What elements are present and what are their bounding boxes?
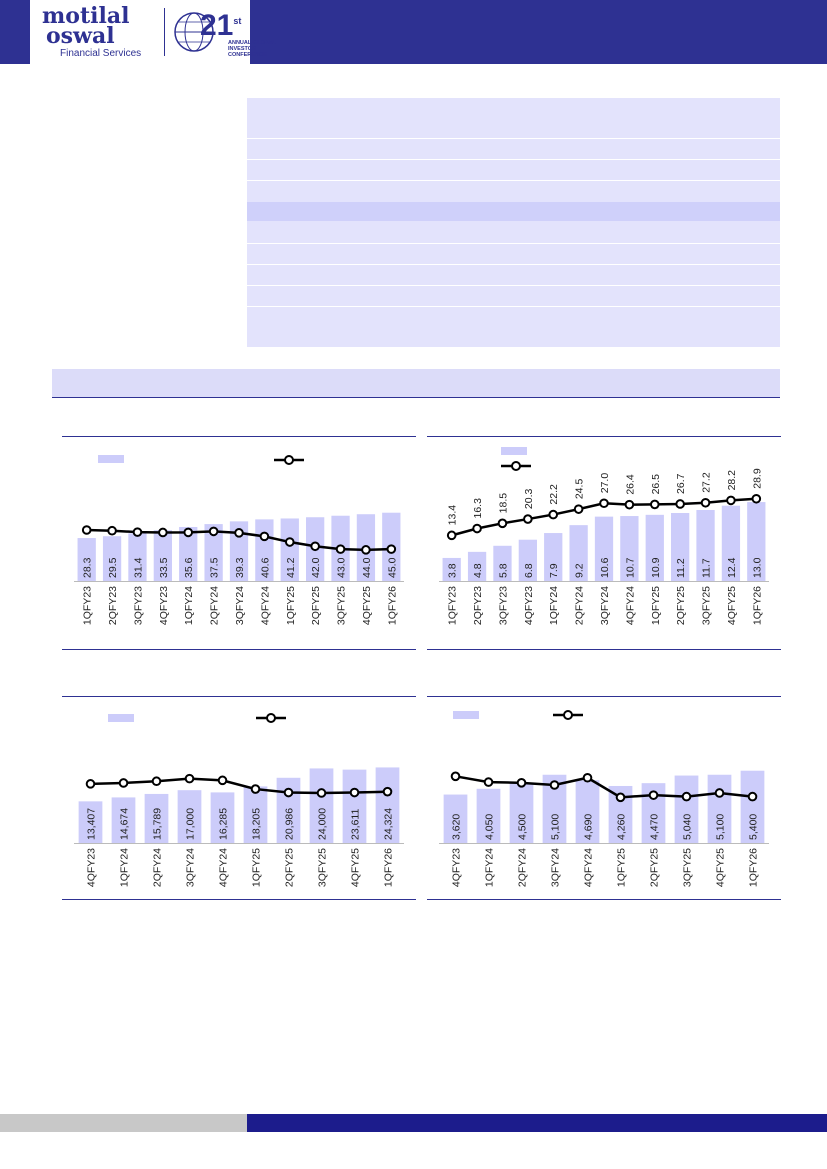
line-point	[524, 515, 532, 523]
x-tick-label: 3QFY25	[681, 848, 694, 888]
bar-value-label: 5,400	[747, 813, 760, 840]
x-tick-label: 2QFY24	[151, 848, 164, 888]
table-row-highlight	[247, 202, 780, 221]
chart-3	[62, 696, 416, 900]
x-tick-label: 4QFY24	[259, 586, 272, 626]
bar-value-label: 4,260	[615, 813, 628, 840]
x-tick-label: 3QFY25	[335, 586, 348, 626]
x-tick-label: 3QFY25	[316, 848, 329, 888]
x-tick-label: 2QFY23	[472, 586, 485, 626]
line-value-label: 16.3	[472, 498, 485, 519]
line-point	[210, 528, 218, 536]
chart-2	[427, 436, 781, 650]
x-tick-label: 2QFY25	[675, 586, 688, 626]
line-point	[219, 777, 227, 785]
brand-subtitle: Financial Services	[60, 48, 142, 59]
line-point	[485, 778, 493, 786]
bar-value-label: 12.4	[725, 557, 738, 578]
bar-value-label: 39.3	[234, 557, 246, 578]
bar-value-label: 11.7	[700, 558, 713, 578]
footer-bar-grey	[0, 1114, 247, 1132]
bar-value-label: 10.6	[599, 557, 611, 578]
x-tick-label: 3QFY23	[497, 586, 510, 626]
line-value-label: 24.5	[573, 478, 586, 500]
x-tick-label: 4QFY24	[624, 586, 637, 626]
bar-value-label: 10.9	[649, 557, 662, 578]
x-tick-label: 4QFY23	[450, 848, 463, 888]
x-tick-label: 1QFY26	[386, 586, 399, 626]
bar-value-label: 44.0	[360, 557, 373, 578]
chart-1	[62, 436, 416, 650]
line-point	[600, 499, 608, 507]
brand-line-2: oswal	[46, 23, 115, 49]
line-point	[184, 529, 192, 537]
line-value-label: 28.9	[751, 468, 764, 489]
x-tick-label: 1QFY24	[183, 586, 196, 626]
x-tick-label: 2QFY25	[283, 848, 296, 888]
x-tick-label: 4QFY24	[582, 848, 595, 888]
x-tick-label: 2QFY23	[107, 586, 120, 626]
x-tick-label: 4QFY23	[157, 586, 170, 626]
line-point	[753, 495, 761, 503]
x-tick-label: 1QFY26	[747, 848, 760, 888]
line-point	[83, 526, 91, 534]
bar-value-label: 15,789	[151, 807, 164, 840]
line-point	[551, 781, 559, 789]
conference-line-3: CONFERENCE	[228, 52, 267, 58]
chart-svg	[62, 436, 416, 650]
x-tick-label: 4QFY25	[725, 586, 738, 626]
line-point	[499, 520, 507, 528]
line-point	[108, 527, 116, 535]
chart-4	[427, 696, 781, 900]
conference-line-1: ANNUAL GLOBAL	[228, 40, 276, 46]
summary-table	[247, 98, 780, 347]
bar-value-label: 45.0	[386, 557, 399, 578]
x-tick-label: 4QFY25	[360, 586, 373, 626]
line-point	[153, 777, 161, 785]
bar-value-label: 11.2	[675, 558, 688, 578]
bar-value-label: 10.7	[624, 557, 637, 578]
legend-bar-swatch	[108, 714, 134, 722]
x-tick-label: 1QFY25	[284, 586, 297, 626]
conference-badge	[200, 6, 276, 58]
line-point	[549, 511, 557, 519]
bar-value-label: 35.6	[183, 557, 196, 578]
line-value-label: 18.5	[497, 492, 510, 514]
table-row	[247, 138, 780, 139]
line-point	[186, 775, 194, 783]
line-value-label: 13.4	[446, 504, 459, 526]
bar-value-label: 4,050	[483, 813, 496, 840]
legend-line-marker	[285, 456, 293, 464]
line-point	[727, 497, 735, 505]
bar-value-label: 43.0	[335, 557, 348, 578]
table-row	[247, 159, 780, 160]
line-point	[626, 501, 634, 509]
conference-number: 21	[200, 9, 234, 42]
bar-value-label: 5,040	[681, 813, 694, 840]
x-tick-label: 4QFY25	[714, 848, 727, 888]
line-value-label: 27.2	[700, 472, 713, 493]
x-tick-label: 2QFY24	[573, 586, 586, 626]
bar-value-label: 40.6	[259, 557, 272, 578]
bar-value-label: 4,690	[582, 813, 595, 840]
line-point	[261, 533, 269, 541]
line-point	[473, 525, 481, 533]
line-value-label: 27.0	[599, 472, 611, 494]
line-point	[448, 532, 456, 540]
line-point	[134, 528, 142, 536]
line-point	[337, 545, 345, 553]
x-tick-label: 1QFY26	[382, 848, 395, 888]
legend-line-marker	[267, 714, 275, 722]
bar-value-label: 4,500	[516, 813, 529, 840]
section-divider	[52, 397, 780, 398]
bar-value-label: 5,100	[714, 813, 727, 840]
line-point	[749, 793, 757, 801]
chart-svg	[62, 696, 416, 900]
legend-bar-swatch	[98, 455, 124, 463]
table-row	[247, 180, 780, 181]
line-point	[518, 779, 526, 787]
line-point	[651, 501, 659, 509]
x-tick-label: 4QFY25	[349, 848, 362, 888]
x-tick-label: 1QFY25	[615, 848, 628, 888]
legend-bar-swatch	[501, 447, 527, 455]
x-tick-label: 4QFY23	[522, 586, 535, 626]
line-point	[716, 789, 724, 797]
table-row	[247, 306, 780, 307]
line-point	[252, 785, 260, 793]
table-row	[247, 264, 780, 265]
x-tick-label: 3QFY25	[700, 586, 713, 626]
bar-value-label: 13.0	[751, 557, 764, 578]
bar-value-label: 18,205	[250, 807, 263, 840]
line-point	[318, 789, 326, 797]
line-point	[584, 774, 592, 782]
bar-value-label: 3.8	[446, 563, 459, 578]
bar-value-label: 7.9	[548, 563, 561, 578]
footer-bar-blue	[247, 1114, 827, 1132]
brand-line-1: motilal	[42, 3, 130, 29]
line-value-label: 26.7	[675, 473, 688, 494]
x-tick-label: 2QFY25	[648, 848, 661, 888]
bar-value-label: 31.4	[132, 557, 145, 578]
x-tick-label: 1QFY23	[446, 586, 459, 626]
x-tick-label: 2QFY24	[516, 848, 529, 888]
bar-value-label: 17,000	[184, 807, 197, 840]
x-tick-label: 1QFY24	[548, 586, 561, 626]
bar-value-label: 6.8	[522, 563, 535, 578]
x-tick-label: 4QFY23	[85, 848, 98, 888]
bar-value-label: 9.2	[573, 563, 586, 578]
x-tick-label: 3QFY24	[549, 848, 562, 888]
line-point	[362, 546, 370, 554]
line-point	[159, 529, 167, 537]
legend-bar-swatch	[453, 711, 479, 719]
x-tick-label: 2QFY24	[208, 586, 221, 626]
bar-value-label: 28.3	[81, 557, 94, 578]
bar-value-label: 4,470	[648, 813, 661, 840]
x-tick-label: 3QFY23	[132, 586, 145, 626]
line-point	[311, 542, 319, 550]
line-point	[388, 545, 396, 553]
chart-svg	[427, 436, 781, 650]
table-row	[247, 285, 780, 286]
brand-logo	[42, 3, 130, 49]
line-value-label: 26.5	[649, 473, 662, 495]
x-tick-label: 1QFY26	[751, 586, 764, 626]
line-point	[87, 780, 95, 788]
line-point	[351, 789, 359, 797]
line-value-label: 28.2	[725, 469, 738, 491]
line-point	[650, 791, 658, 799]
line-point	[285, 789, 293, 797]
bar-value-label: 24,000	[316, 807, 329, 840]
legend-line-marker	[564, 711, 572, 719]
line-point	[575, 505, 583, 513]
bar-value-label: 37.5	[208, 557, 221, 578]
page-header	[0, 0, 827, 64]
bar-value-label: 5,100	[549, 813, 562, 840]
logo-divider	[164, 8, 165, 56]
line-point	[617, 794, 625, 802]
line-point	[702, 499, 710, 507]
x-tick-label: 4QFY24	[217, 848, 230, 888]
bar-value-label: 16,285	[217, 807, 230, 840]
line-point	[120, 779, 128, 787]
line-point	[286, 538, 294, 546]
bar-value-label: 3,620	[450, 813, 463, 840]
line-value-label: 22.2	[548, 484, 561, 505]
line-point	[452, 773, 460, 781]
x-tick-label: 1QFY25	[649, 586, 662, 626]
bar-value-label: 5.8	[497, 563, 510, 578]
x-tick-label: 2QFY25	[310, 586, 323, 626]
conference-suffix: st	[233, 16, 242, 26]
bar-value-label: 14,674	[118, 807, 131, 840]
line-point	[235, 529, 243, 537]
bar-value-label: 42.0	[310, 557, 323, 578]
line-point	[384, 788, 392, 796]
bar-value-label: 4.8	[472, 563, 485, 578]
x-tick-label: 1QFY24	[118, 848, 131, 888]
bar-value-label: 20,986	[283, 807, 296, 840]
line-value-label: 20.3	[522, 488, 535, 510]
x-tick-label: 3QFY24	[184, 848, 197, 888]
x-tick-label: 3QFY24	[599, 586, 611, 626]
section-header-bar	[52, 369, 780, 397]
x-tick-label: 3QFY24	[234, 586, 246, 626]
legend-line-marker	[512, 462, 520, 470]
bar-value-label: 23,611	[349, 808, 362, 840]
table-row	[247, 243, 780, 244]
logo-area	[30, 0, 276, 64]
chart-svg	[427, 696, 781, 900]
bar-value-label: 29.5	[107, 557, 120, 578]
line-point	[683, 793, 691, 801]
conference-line-2: INVESTOR	[228, 46, 257, 52]
line-point	[676, 500, 684, 508]
x-tick-label: 1QFY25	[250, 848, 263, 888]
line-value-label: 26.4	[624, 474, 637, 495]
bar-value-label: 41.2	[284, 557, 297, 578]
bar-value-label: 33.5	[157, 557, 170, 578]
x-tick-label: 1QFY23	[81, 586, 94, 626]
bar-value-label: 24,324	[382, 807, 395, 840]
bar-value-label: 13,407	[85, 807, 98, 840]
x-tick-label: 1QFY24	[483, 848, 496, 888]
